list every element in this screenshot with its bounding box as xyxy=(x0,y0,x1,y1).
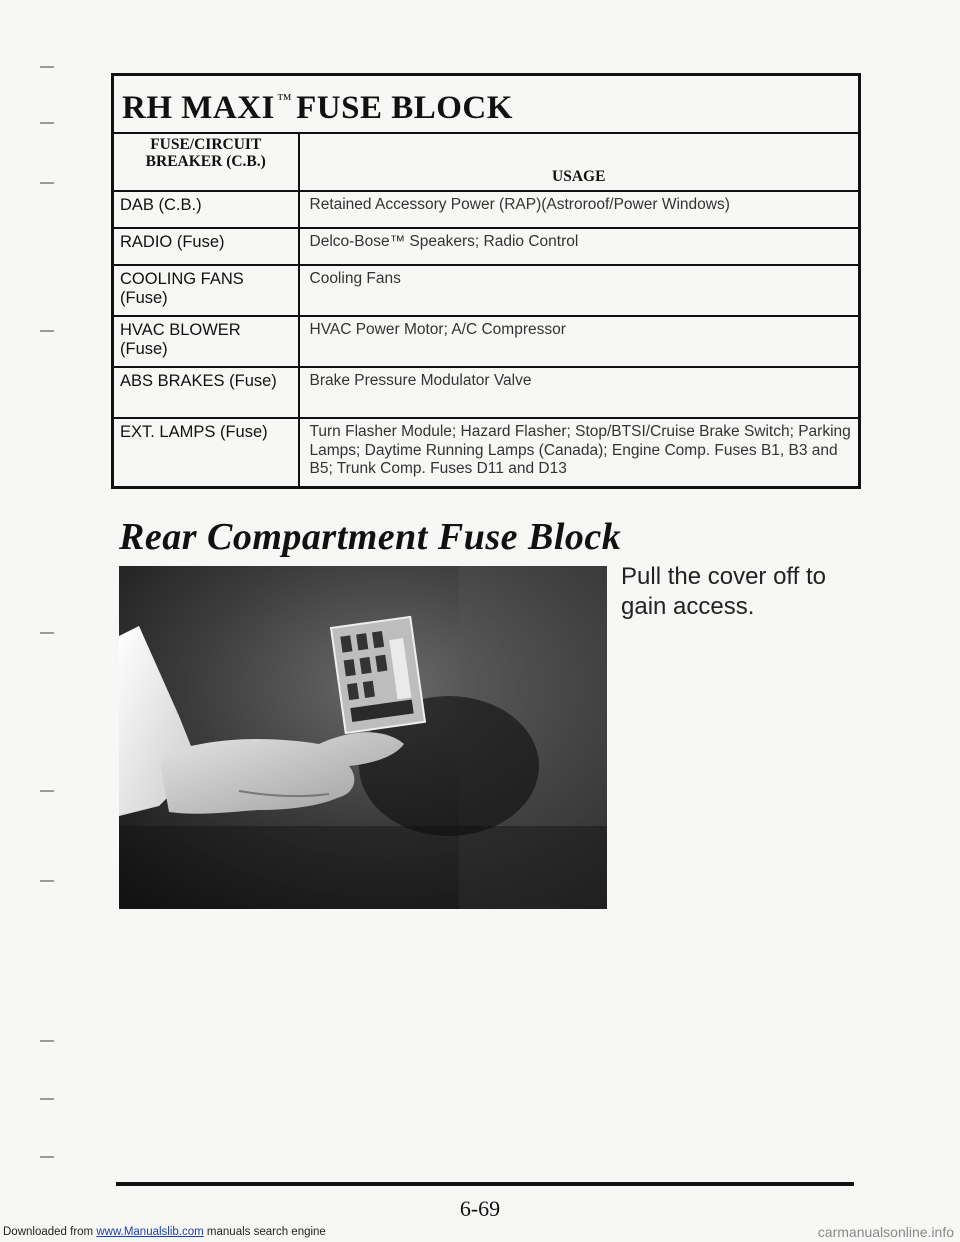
usage-cell: Delco-Bose™ Speakers; Radio Control xyxy=(299,228,860,265)
photo-illustration xyxy=(119,566,607,909)
manualslib-link[interactable]: www.Manualslib.com xyxy=(96,1226,204,1238)
margin-mark xyxy=(40,182,54,184)
section-heading: Rear Compartment Fuse Block xyxy=(119,516,622,558)
margin-mark xyxy=(40,880,54,882)
margin-mark xyxy=(40,632,54,634)
table-row xyxy=(113,367,860,418)
page-number: 6-69 xyxy=(459,1196,501,1221)
fuse-cell: EXT. LAMPS (Fuse) xyxy=(113,418,299,488)
usage-cell: Retained Accessory Power (RAP)(Astroroof/Power Windows) xyxy=(299,191,860,228)
table-row xyxy=(113,191,860,228)
fuse-cell: DAB (C.B.) xyxy=(113,191,299,228)
margin-mark xyxy=(40,330,54,332)
margin-mark xyxy=(40,790,54,792)
usage-cell: Turn Flasher Module; Hazard Flasher; Stop/BTSI/Cruise Brake Switch; Parking Lamps; Daytime Running Lamps (Canada); Engine Comp. Fuses B1, B3 and B5; Trunk Comp. Fuses D11 and D13 xyxy=(299,418,860,488)
table-row xyxy=(113,316,860,367)
table-row xyxy=(113,418,860,488)
column-header-fuse: FUSE/CIRCUIT BREAKER (C.B.) xyxy=(113,133,299,191)
table-row xyxy=(113,228,860,265)
fuse-cell: COOLING FANS (Fuse) xyxy=(113,265,299,316)
usage-cell: Brake Pressure Modulator Valve xyxy=(299,367,860,418)
trademark-symbol: ™ xyxy=(276,92,293,108)
margin-mark xyxy=(40,66,54,68)
margin-mark xyxy=(40,1040,54,1042)
download-banner-suffix: manuals search engine xyxy=(206,1226,326,1238)
fuse-cell: RADIO (Fuse) xyxy=(113,228,299,265)
fuse-cell: HVAC BLOWER (Fuse) xyxy=(113,316,299,367)
table-title xyxy=(113,75,860,134)
table-title-text: RH MAXI ™ FUSE BLOCK xyxy=(122,90,513,126)
margin-mark xyxy=(40,122,54,124)
footer-rule xyxy=(116,1182,854,1186)
usage-cell: Cooling Fans xyxy=(299,265,860,316)
download-banner-prefix: Downloaded from xyxy=(3,1226,94,1238)
download-banner xyxy=(3,1226,326,1238)
photo-caption: Pull the cover off to gain access. xyxy=(621,563,827,620)
column-header-usage: USAGE xyxy=(299,133,860,191)
margin-mark xyxy=(40,1098,54,1100)
usage-cell: HVAC Power Motor; A/C Compressor xyxy=(299,316,860,367)
margin-mark xyxy=(40,1156,54,1158)
fuse-block-table xyxy=(111,73,861,489)
table-row xyxy=(113,265,860,316)
watermark: carmanualsonline.info xyxy=(817,1224,954,1240)
fuse-cell: ABS BRAKES (Fuse) xyxy=(113,367,299,418)
fuse-block-photo xyxy=(119,566,607,909)
table-header-row xyxy=(113,133,860,191)
